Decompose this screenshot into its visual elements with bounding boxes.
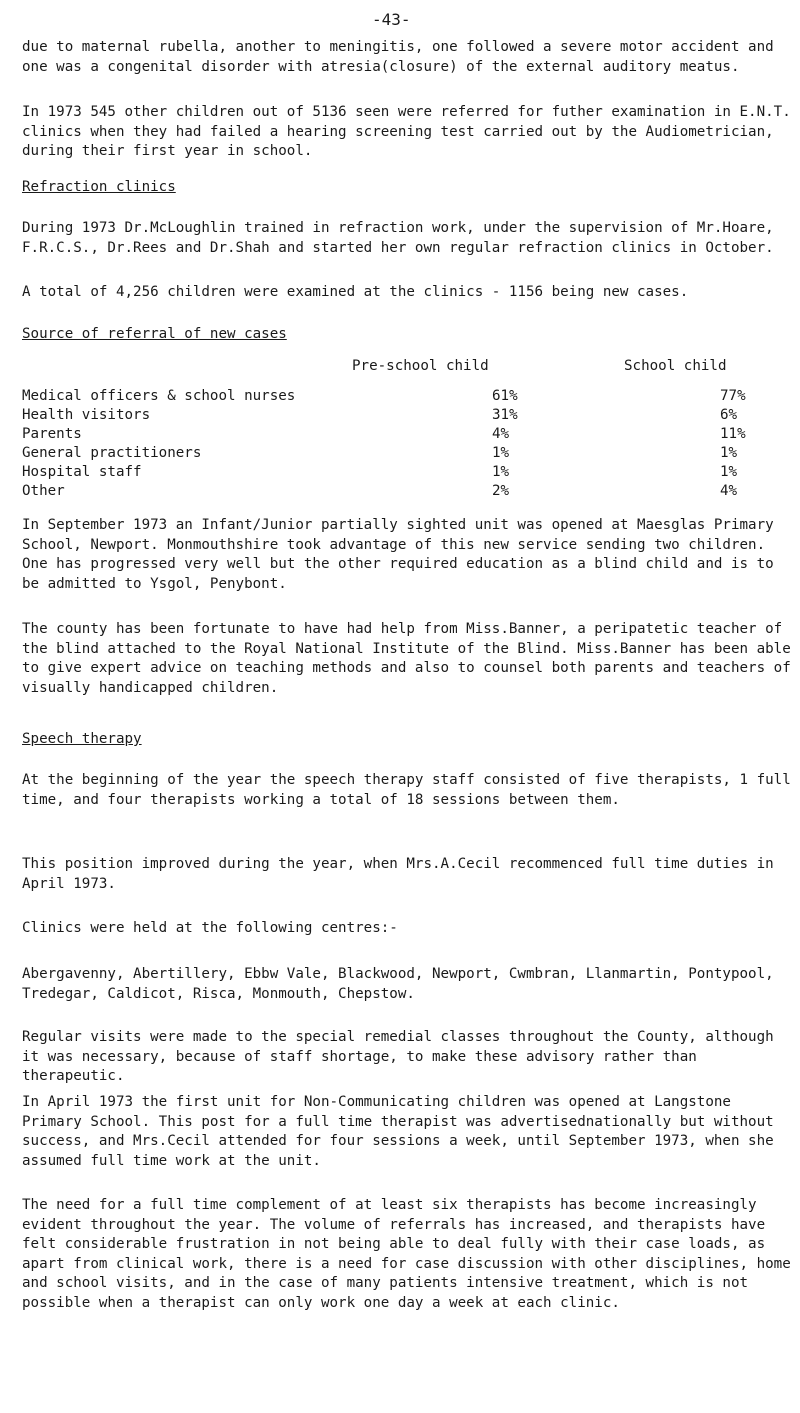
paragraph-non-communicating-unit: In April 1973 the first unit for Non-Communicating children was opened at Langstone Primary School. This post for a full time therapist was advertisednationally but without success, and Mrs.Cecil attended for four sessions a week, until September 1973, when she assumed full time work at the unit. <box>22 1094 774 1169</box>
paragraph-clinic-centres-list: Abergavenny, Abertillery, Ebbw Vale, Blackwood, Newport, Cwmbran, Llanmartin, Pontypool, Tredegar, Caldicot, Risca, Monmouth, Chepstow. <box>22 966 774 1002</box>
paragraph-rubella: due to maternal rubella, another to meningitis, one followed a severe motor accident and one was a congenital disorder with atresia(closure) of the external auditory meatus. <box>22 39 774 75</box>
paragraph-therapy-staff: At the beginning of the year the speech therapy staff consisted of five therapists, 1 full time, and four therapists working a total of 18 sessions between them. <box>22 772 791 808</box>
row-label: Hospital staff <box>22 464 142 480</box>
row-preschool-value: 4% <box>492 426 510 442</box>
paragraph-miss-banner: The county has been fortunate to have had help from Miss.Banner, a peripatetic teacher of the blind attached to the Royal National Institute of the Blind. Miss.Banner has been able to give expert advice on teaching methods and also to counsel both parents and teachers of visually handicapped children. <box>22 621 791 696</box>
paragraph-staffing-need: The need for a full time complement of at least six therapists has become increasingly evident throughout the year. The volume of referrals has increased, and therapists have felt considerable frustration in not being able to deal fully with their case loads, as apart from clinical work, there is a need for case discussion with other disciplines, home and school visits, and in the case of many patients intensive treatment, which is not possible when a therapist can only work one day a week at each clinic. <box>22 1197 791 1311</box>
row-label: Parents <box>22 426 82 442</box>
table-row <box>22 445 782 465</box>
heading-speech-therapy: Speech therapy <box>22 731 142 747</box>
table-header-school: School child <box>624 358 727 374</box>
table-row <box>22 483 782 503</box>
paragraph-partially-sighted-unit: In September 1973 an Infant/Junior partially sighted unit was opened at Maesglas Primary School, Newport. Monmouthshire took advantage of this new service sending two children. One has progressed very well but the other required education as a blind child and is to be admitted to Ysgol, Penybont. <box>22 517 774 592</box>
heading-referral-source: Source of referral of new cases <box>22 326 287 342</box>
paragraph-mrs-cecil: This position improved during the year, when Mrs.A.Cecil recommenced full time duties in April 1973. <box>22 856 774 892</box>
row-label: General practitioners <box>22 445 202 461</box>
paragraph-refraction-totals: A total of 4,256 children were examined at the clinics - 1156 being new cases. <box>22 284 689 300</box>
row-preschool-value: 1% <box>492 464 510 480</box>
row-school-value: 77% <box>720 388 746 404</box>
row-school-value: 1% <box>720 445 738 461</box>
row-preschool-value: 31% <box>492 407 518 423</box>
paragraph-ent-referrals: In 1973 545 other children out of 5136 seen were referred for futher examination in E.N.T. clinics when they had failed a hearing screening test carried out by the Audiometrician, during their first year in school. <box>22 104 791 160</box>
row-preschool-value: 1% <box>492 445 510 461</box>
table-row <box>22 388 782 408</box>
page-number: -43- <box>372 10 411 29</box>
row-school-value: 1% <box>720 464 738 480</box>
table-header-preschool: Pre-school child <box>352 358 489 374</box>
table-row <box>22 426 782 446</box>
row-label: Other <box>22 483 65 499</box>
paragraph-refraction-training: During 1973 Dr.McLoughlin trained in refraction work, under the supervision of Mr.Hoare, F.R.C.S., Dr.Rees and Dr.Shah and started her own regular refraction clinics in October. <box>22 220 774 256</box>
row-school-value: 4% <box>720 483 738 499</box>
row-school-value: 6% <box>720 407 738 423</box>
table-row <box>22 407 782 427</box>
row-label: Health visitors <box>22 407 151 423</box>
row-school-value: 11% <box>720 426 746 442</box>
row-label: Medical officers & school nurses <box>22 388 296 404</box>
table-row <box>22 464 782 484</box>
paragraph-remedial-classes: Regular visits were made to the special remedial classes throughout the County, although it was necessary, because of staff shortage, to make these advisory rather than therapeutic. <box>22 1029 774 1085</box>
row-preschool-value: 2% <box>492 483 510 499</box>
heading-refraction-clinics: Refraction clinics <box>22 179 176 195</box>
paragraph-clinic-centres-intro: Clinics were held at the following centres:- <box>22 920 398 936</box>
row-preschool-value: 61% <box>492 388 518 404</box>
